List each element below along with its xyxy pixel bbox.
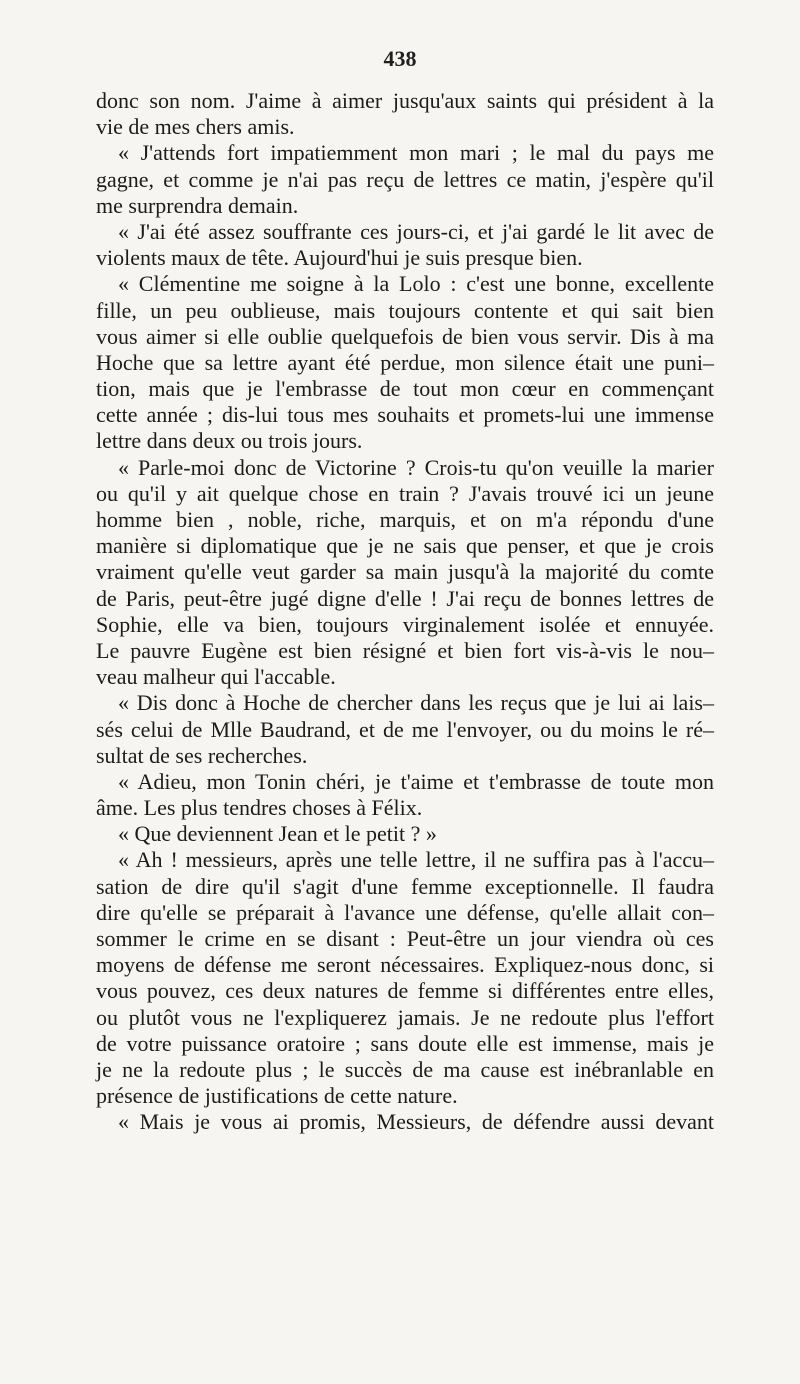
text-line: manière si diplomatique que je ne sais que penser, et que je crois: [96, 533, 714, 559]
text-line: dire qu'elle se préparait à l'avance une défense, qu'elle allait con–: [96, 899, 714, 925]
text-line: vraiment qu'elle veut garder sa main jusqu'à la majorité du comte: [96, 559, 714, 585]
text-line: ou plutôt vous ne l'expliquerez jamais. Je ne redoute plus l'effort: [96, 1004, 714, 1030]
text-line: fille, un peu oublieuse, mais toujours contente et qui sait bien: [96, 297, 714, 323]
text-line: âme. Les plus tendres choses à Félix.: [96, 795, 423, 821]
text-line: présence de justifications de cette nature.: [96, 1083, 458, 1109]
text-line: de Paris, peut-être jugé digne d'elle ! J'ai reçu de bonnes lettres de: [96, 585, 714, 611]
text-line: vous aimer si elle oublie quelquefois de bien vous servir. Dis à ma: [96, 323, 714, 349]
text-line: Sophie, elle va bien, toujours virginalement isolée et ennuyée.: [96, 611, 714, 637]
text-line: lettre dans deux ou trois jours.: [96, 428, 363, 454]
text-line: vous pouvez, ces deux natures de femme si différentes entre elles,: [96, 978, 714, 1004]
text-line: homme bien , noble, riche, marquis, et on m'a répondu d'une: [96, 507, 714, 532]
text-line: Hoche que sa lettre ayant été perdue, mon silence était une puni–: [96, 349, 714, 375]
text-line: Le pauvre Eugène est bien résigné et bien fort vis-à-vis le nou–: [96, 637, 714, 663]
body-text: [96, 88, 714, 1136]
text-line: je ne la redoute plus ; le succès de ma cause est inébranlable en: [96, 1056, 714, 1082]
text-line: « Ah ! messieurs, après une telle lettre, il ne suffira pas à l'accu–: [118, 847, 714, 873]
text-line: « Mais je vous ai promis, Messieurs, de défendre aussi devant: [118, 1109, 714, 1135]
text-line: sation de dire qu'il s'agit d'une femme exceptionnelle. Il faudra: [96, 873, 714, 899]
text-line: « Adieu, mon Tonin chéri, je t'aime et t'embrasse de toute mon: [118, 768, 714, 794]
text-line: cette année ; dis-lui tous mes souhaits et promets-lui une immense: [96, 402, 714, 428]
text-line: ou qu'il y ait quelque chose en train ? J'avais trouvé ici un jeune: [96, 480, 714, 506]
text-line: « Dis donc à Hoche de chercher dans les reçus que je lui ai lais–: [118, 690, 714, 716]
text-line: sultat de ses recherches.: [96, 742, 308, 768]
text-line: « Clémentine me soigne à la Lolo : c'est une bonne, excellente: [118, 271, 714, 297]
text-line: gagne, et comme je n'ai pas reçu de lettres ce matin, j'espère qu'il: [96, 166, 714, 192]
text-line: moyens de défense me seront nécessaires. Expliquez-nous donc, si: [96, 952, 714, 978]
text-line: vie de mes chers amis.: [96, 114, 295, 140]
text-line: veau malheur qui l'accable.: [96, 664, 336, 690]
text-line: « Que deviennent Jean et le petit ? »: [118, 821, 437, 847]
text-line: tion, mais que je l'embrasse de tout mon cœur en commençant: [96, 376, 714, 402]
text-line: « Parle-moi donc de Victorine ? Crois-tu qu'on veuille la marier: [118, 454, 714, 480]
text-line: « J'ai été assez souffrante ces jours-ci, et j'ai gardé le lit avec de: [118, 218, 714, 244]
page-number: 438: [383, 46, 417, 71]
text-line: sommer le crime en se disant : Peut-être un jour viendra où ces: [96, 926, 714, 951]
text-line: de votre puissance oratoire ; sans doute elle est immense, mais je: [96, 1030, 714, 1056]
text-line: me surprendra demain.: [96, 192, 299, 218]
text-line: violents maux de tête. Aujourd'hui je suis presque bien.: [96, 245, 583, 271]
text-line: sés celui de Mlle Baudrand, et de me l'envoyer, ou du moins le ré–: [96, 716, 714, 742]
text-line: « J'attends fort impatiemment mon mari ; le mal du pays me: [118, 140, 714, 166]
text-line: donc son nom. J'aime à aimer jusqu'aux saints qui président à la: [96, 88, 714, 113]
